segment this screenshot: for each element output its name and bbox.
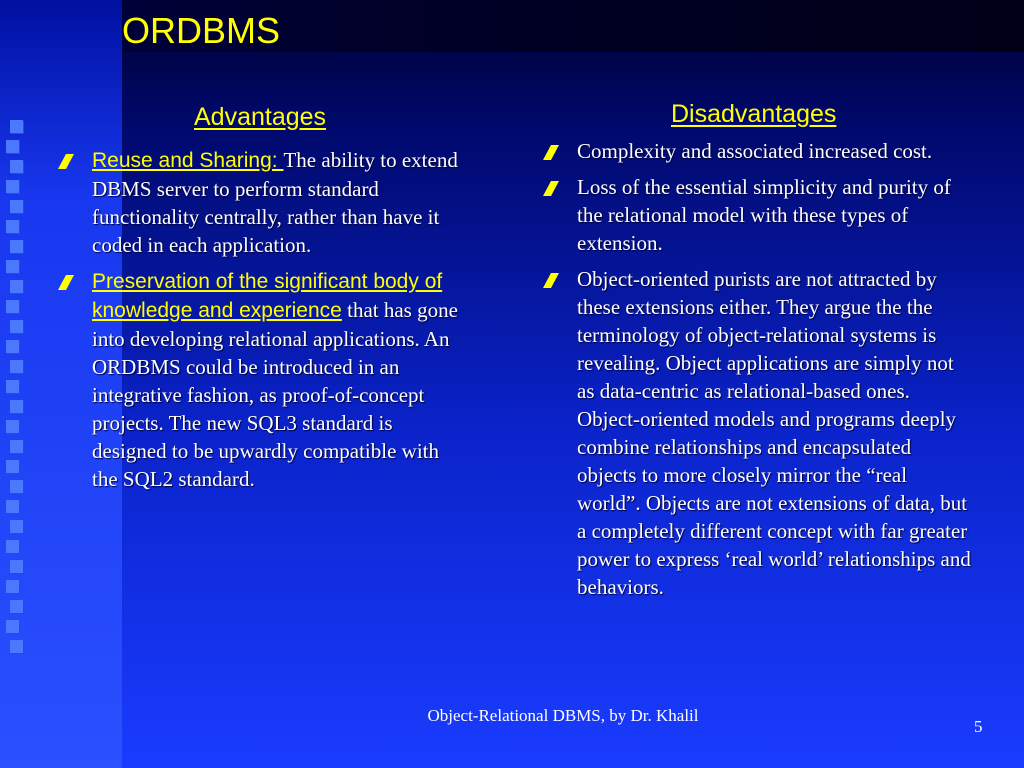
advantages-list: [58, 146, 458, 501]
slide-title: ORDBMS: [122, 10, 281, 51]
slash-bullet-icon: [543, 145, 559, 160]
disadvantage-item: [543, 265, 973, 601]
advantage-item: [58, 267, 458, 493]
advantage-item: [58, 146, 458, 259]
disadvantage-item: [543, 137, 973, 165]
disadvantage-text: Complexity and associated increased cost.: [577, 139, 933, 163]
disadvantages-list: [543, 137, 973, 609]
advantage-lead: Preservation of the significant body of knowledge and experience: [92, 270, 443, 322]
page-number: 5: [974, 717, 983, 736]
disadvantage-text: Object-oriented purists are not attracted by these extensions either. They argue the the terminology of object-relational systems is revealing. Object applications are simply not as data-centric as relational-based ones. Object-oriented models and programs deeply combine relationships and encapsulated objects to more closely mirror the “real world”. Objects are not extensions of data, but a completely different concept with far greater power to express ‘real world’ relationships and behaviors.: [577, 267, 971, 599]
slash-bullet-icon: [58, 154, 74, 169]
disadvantage-text: Loss of the essential simplicity and purity of the relational model with these types of extension.: [577, 175, 951, 255]
footer-caption: Object-Relational DBMS, by Dr. Khalil: [427, 706, 699, 725]
advantages-heading: Advantages: [194, 103, 327, 131]
slash-bullet-icon: [543, 181, 559, 196]
disadvantage-item: [543, 173, 973, 257]
decorative-squares: [6, 120, 32, 680]
advantage-text: The ability to extend DBMS server to perform standard functionality centrally, rather than have it coded in each application.: [92, 148, 458, 257]
advantage-lead: Reuse and Sharing:: [92, 149, 284, 172]
slash-bullet-icon: [58, 275, 74, 290]
disadvantages-heading: Disadvantages: [671, 100, 837, 128]
slash-bullet-icon: [543, 273, 559, 288]
advantage-text: that has gone into developing relational applications. An ORDBMS could be introduced in an integrative fashion, as proof-of-concept projects. The new SQL3 standard is designed to be upwardly compatible with the SQL2 standard.: [92, 298, 458, 491]
